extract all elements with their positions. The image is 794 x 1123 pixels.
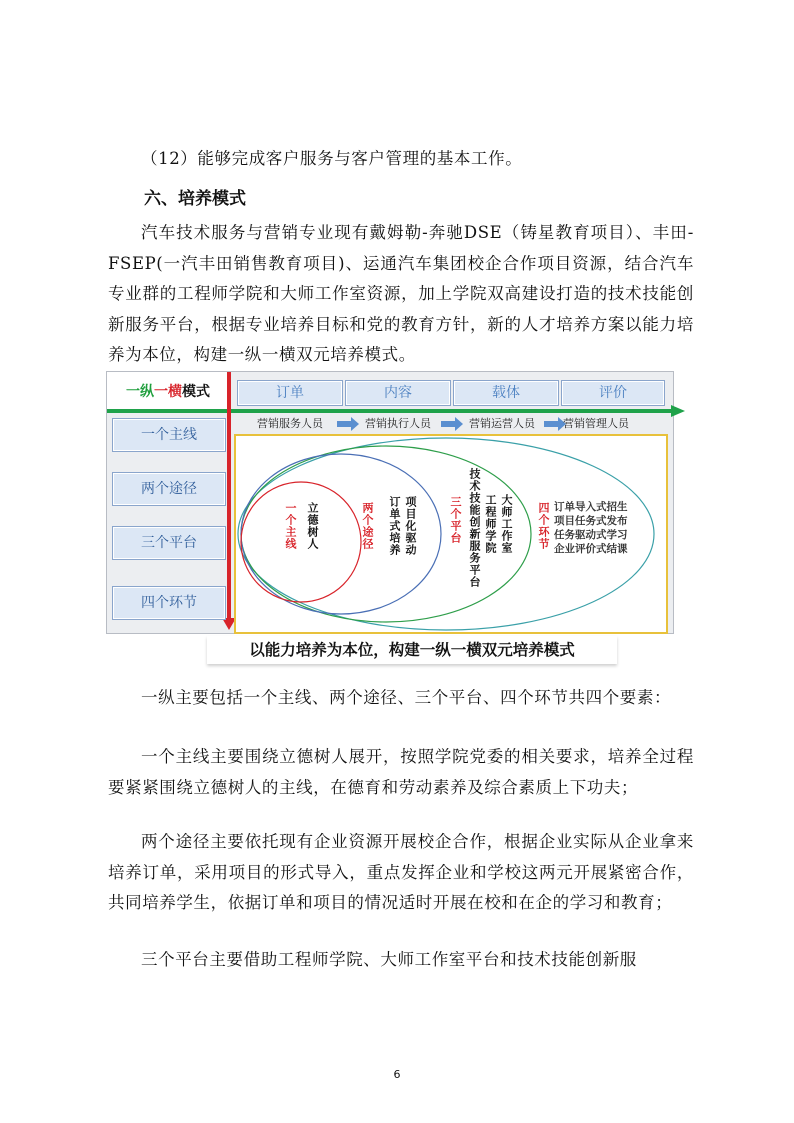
nested-circles-panel xyxy=(234,434,668,634)
flow-arrow-icon xyxy=(337,421,351,427)
vertical-axis-line xyxy=(227,372,231,624)
section-heading: 六、培养模式 xyxy=(144,189,246,209)
flow-step-4: 营销管理人员 xyxy=(563,417,629,430)
c1-title: 一个主线 xyxy=(284,502,297,550)
c4-line-4: 企业评价式结课 xyxy=(554,543,628,555)
c2-title: 两个途径 xyxy=(361,502,374,550)
corner-label-part1: 一纵 xyxy=(126,384,154,400)
flow-step-3: 营销运营人员 xyxy=(469,417,535,430)
horizontal-arrow-head xyxy=(671,405,685,417)
c2-text-2: 项目化驱动 xyxy=(404,496,417,556)
diagram-corner-label xyxy=(107,372,229,412)
top-box-order: 订单 xyxy=(237,380,343,406)
top-box-evaluation: 评价 xyxy=(561,380,665,406)
c3-text-1: 技术技能创新服务平台 xyxy=(468,468,481,588)
left-box-two-paths: 两个途径 xyxy=(112,472,226,506)
horizontal-axis-line xyxy=(107,409,671,413)
paragraph-elements: 一纵主要包括一个主线、两个途径、三个平台、四个环节共四个要素： xyxy=(141,688,672,707)
corner-label-part3: 模式 xyxy=(182,384,210,400)
ellipse-main-line xyxy=(241,482,361,602)
c4-title: 四个环节 xyxy=(537,502,550,550)
left-box-three-platforms: 三个平台 xyxy=(112,526,226,560)
figure-caption: 以能力培养为本位，构建一纵一横双元培养模式 xyxy=(207,636,617,664)
flow-arrow-icon xyxy=(441,421,455,427)
paragraph-item-12: （12）能够完成客户服务与客户管理的基本工作。 xyxy=(141,149,523,168)
left-box-main-line: 一个主线 xyxy=(112,418,226,452)
flow-step-2: 营销执行人员 xyxy=(365,417,431,430)
c3-text-3: 大师工作室 xyxy=(500,494,513,554)
paragraph-main-line: 一个主线主要围绕立德树人展开，按照学院党委的相关要求，培养全过程要紧紧围绕立德树人的主线，在德育和劳动素养及综合素质上下功夫； xyxy=(108,747,694,797)
left-box-four-links: 四个环节 xyxy=(112,586,226,620)
top-box-carrier: 载体 xyxy=(453,380,559,406)
flow-step-1: 营销服务人员 xyxy=(257,417,323,430)
c3-text-2: 工程师学院 xyxy=(484,494,497,554)
training-model-diagram xyxy=(106,371,674,634)
flow-arrow-icon xyxy=(544,421,558,427)
c2-text-1: 订单式培养 xyxy=(388,496,401,556)
c4-line-2: 项目任务式发布 xyxy=(554,515,628,527)
c4-line-1: 订单导入式招生 xyxy=(554,501,628,513)
paragraph-three-platforms: 三个平台主要借助工程师学院、大师工作室平台和技术技能创新服 xyxy=(141,950,637,969)
c4-line-3: 任务驱动式学习 xyxy=(554,529,628,541)
c4-lines xyxy=(554,500,628,556)
paragraph-two-paths: 两个途径主要依托现有企业资源开展校企合作，根据企业实际从企业拿来培养订单，采用项目的形式导入，重点发挥企业和学校这两元开展紧密合作，共同培养学生，依据订单和项目的情况适时开展在校和在企的学习和教育； xyxy=(108,832,694,912)
intro-paragraph: 汽车技术服务与营销专业现有戴姆勒-奔驰DSE（铸星教育项目）、丰田-FSEP(一汽丰田销售教育项目)、运通汽车集团校企合作项目资源，结合汽车专业群的工程师学院和大师工作室资源，加上学院双高建设打造的技术技能创新服务平台，根据专业培养目标和党的教育方针，新的人才培养方案以能力培养为本位，构建一纵一横双元培养模式。 xyxy=(108,223,694,364)
top-box-content: 内容 xyxy=(345,380,451,406)
c3-title: 三个平台 xyxy=(449,496,462,544)
corner-label-part2: 一横 xyxy=(154,384,182,400)
page-number: 6 xyxy=(393,1068,401,1081)
c1-text: 立德树人 xyxy=(306,502,319,550)
